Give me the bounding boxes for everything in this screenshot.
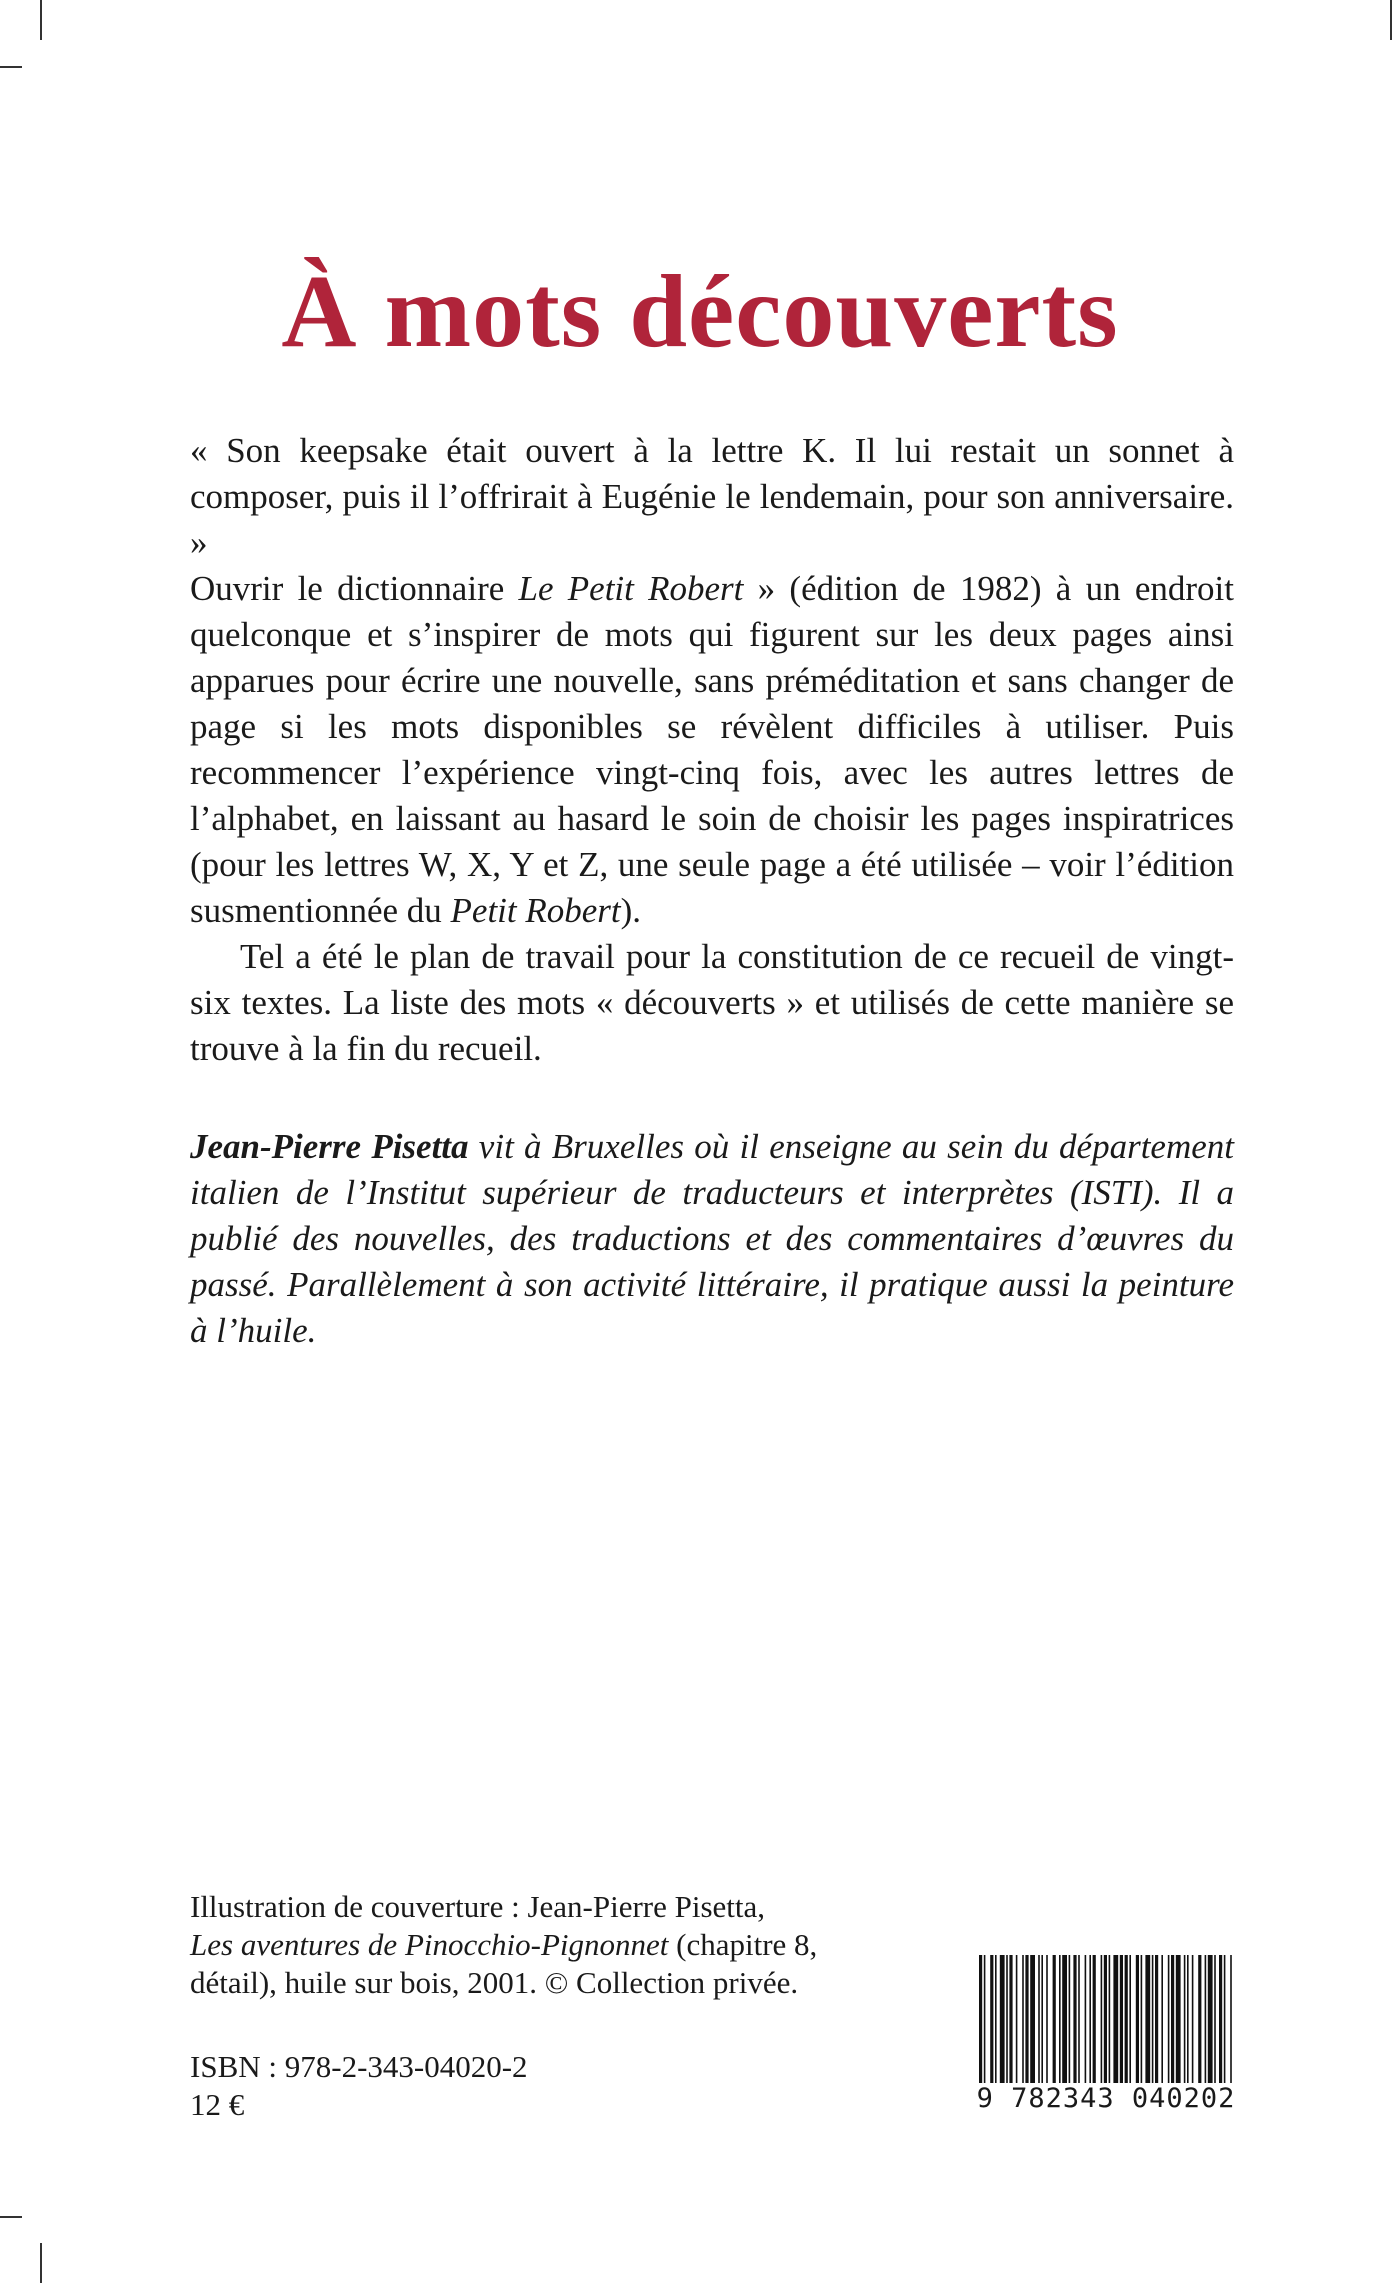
credits-work-title: Les aventures de Pinocchio-Pignonnet (190, 1927, 669, 1962)
barcode-bar (1006, 1955, 1008, 2083)
desc-text-a: Ouvrir le dictionnaire (190, 569, 519, 608)
barcode-bar (1113, 1955, 1118, 2083)
isbn-number: ISBN : 978-2-343-04020-2 (190, 2049, 528, 2084)
barcode (975, 1955, 1237, 2115)
barcode-bar (1078, 1955, 1080, 2083)
isbn-block (190, 2048, 528, 2124)
credits-line-2-rest: (chapitre 8, (668, 1927, 818, 1962)
barcode-bar (1187, 1955, 1189, 2083)
barcode-bar (990, 1955, 993, 2083)
crop-mark-top-left-h (0, 66, 22, 68)
crop-mark-top-left (40, 0, 42, 40)
barcode-bar (1069, 1955, 1071, 2083)
barcode-bar (1219, 1955, 1222, 2083)
barcode-bar (1062, 1955, 1067, 2083)
barcode-bar (1184, 1955, 1186, 2083)
book-description (190, 566, 1234, 1072)
price: 12 € (190, 2087, 245, 2122)
barcode-bar (979, 1955, 982, 2083)
barcode-bar (1073, 1955, 1076, 2083)
barcode-bar (1109, 1955, 1111, 2083)
barcode-bar (1053, 1955, 1056, 2083)
description-paragraph-1 (190, 566, 1234, 934)
barcode-bar (1171, 1955, 1174, 2083)
description-paragraph-2: Tel a été le plan de travail pour la constitution de ce recueil de vingt-six textes. La liste des mots « découverts » et utilisés de cette manière se trouve à la fin du recueil. (190, 937, 1234, 1068)
barcode-bar (1038, 1955, 1040, 2083)
cover-credits (190, 1888, 910, 2002)
barcode-bars (975, 1955, 1237, 2083)
barcode-bar (995, 1955, 997, 2083)
barcode-bar (1205, 1955, 1207, 2083)
barcode-bar (1176, 1955, 1181, 2083)
barcode-bar (1000, 1955, 1005, 2083)
barcode-bar (1104, 1955, 1107, 2083)
barcode-bar (1145, 1955, 1150, 2083)
desc-dictionary-title: Le Petit Robert (518, 569, 744, 608)
barcode-bar (1089, 1955, 1091, 2083)
book-title: À mots découverts (281, 253, 1119, 369)
barcode-bar (1125, 1955, 1128, 2083)
barcode-bar (1120, 1955, 1123, 2083)
barcode-bar (1136, 1955, 1139, 2083)
barcode-bar (1155, 1955, 1158, 2083)
barcode-bar (1224, 1955, 1226, 2083)
bio-text: vit à Bruxelles où il enseigne au sein du département italien de l’Institut supérieur de traducteurs et interprètes (ISTI). Il a publié des nouvelles, des traductions et des commentaires d’œuvres du passé. Parallèlement à son activité littéraire, il pratique aussi la peinture à l’huile. (190, 1127, 1234, 1350)
barcode-bar (1016, 1955, 1018, 2083)
author-name: Jean-Pierre Pisetta (190, 1127, 469, 1166)
barcode-bar (1009, 1955, 1012, 2083)
credits-line-3: détail), huile sur bois, 2001. © Collection privée. (190, 1965, 799, 2000)
barcode-bar (1129, 1955, 1131, 2083)
quote-text: « Son keepsake était ouvert à la lettre K. Il lui restait un sonnet à composer, puis il l’offrirait à Eugénie le lendemain, pour son anniversaire. » (190, 431, 1234, 562)
credits-line-1: Illustration de couverture : Jean-Pierre Pisetta, (190, 1889, 766, 1924)
bio-paragraph (190, 1124, 1234, 1354)
desc-dictionary-title-2: Petit Robert (450, 891, 621, 930)
author-bio (190, 1124, 1234, 1354)
barcode-bar (1030, 1955, 1035, 2083)
barcode-bar (1152, 1955, 1154, 2083)
barcode-bar (984, 1955, 986, 2083)
barcode-bar (1198, 1955, 1201, 2083)
barcode-bar (1046, 1955, 1048, 2083)
crop-mark-top-right (1390, 0, 1392, 40)
barcode-bar (1093, 1955, 1096, 2083)
barcode-bar (1022, 1955, 1024, 2083)
crop-mark-bottom-left (40, 2243, 42, 2283)
barcode-bar (1161, 1955, 1163, 2083)
barcode-bar (1085, 1955, 1087, 2083)
crop-mark-bottom-left-h (0, 2216, 22, 2218)
barcode-bar (1059, 1955, 1061, 2083)
barcode-bar (1101, 1955, 1103, 2083)
barcode-bar (1230, 1955, 1232, 2083)
credits-line-2 (190, 1926, 910, 1964)
barcode-bar (1141, 1955, 1143, 2083)
desc-text-c: ). (620, 891, 642, 930)
barcode-bar (1168, 1955, 1170, 2083)
epigraph-quote (190, 428, 1234, 566)
barcode-bar (1025, 1955, 1028, 2083)
barcode-digits: 9 782343 040202 (976, 2083, 1236, 2114)
barcode-bar (1214, 1955, 1216, 2083)
barcode-bar (1192, 1955, 1194, 2083)
desc-text-b: » (édition de 1982) à un endroit quelconque et s’inspirer de mots qui figurent sur les deux pages ainsi apparues pour écrire une nouvelle, sans préméditation et sans changer de page si les mots disponibles se révèlent difficiles à utiliser. Puis recommencer l’expérience vingt-cinq fois, avec les autres lettres de l’alphabet, en laissant au hasard le soin de choisir les pages inspiratrices (pour les lettres W, X, Y et Z, une seule page a été utilisée – voir l’édition susmentionnée du (190, 569, 1234, 930)
barcode-bar (1208, 1955, 1213, 2083)
barcode-bar (1041, 1955, 1043, 2083)
